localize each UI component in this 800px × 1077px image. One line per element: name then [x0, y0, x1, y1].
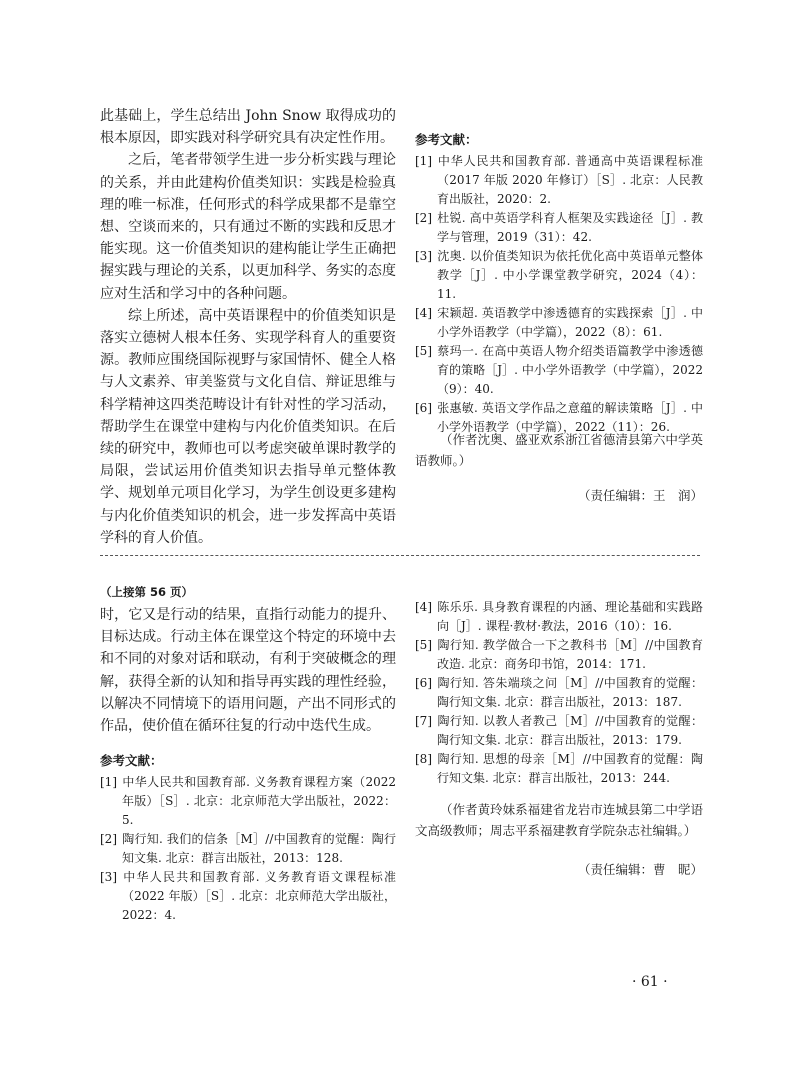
references-title: 参考文献： [100, 753, 163, 769]
reference-item [415, 304, 703, 342]
page-number: · 61 · [632, 974, 668, 990]
body-paragraph: 之后，笔者带领学生进一步分析实践与理论的关系，并由此建构价值类知识：实践是检验真理的唯一标准，任何形式的科学成果都不是靠空想、空谈而来的，只有通过不断的实践和反思才能实现。这一价值类知识的建构能让学生正确把握实践与理论的关系，以更加科学、务实的态度应对生活和学习中的各种问题。 [100, 152, 396, 302]
reference-text: 陶行知. 思想的母亲［M］//中国教育的觉醒：陶行知文集. 北京：群言出版社，2013：244. [437, 752, 703, 785]
reference-text: 杜锐. 高中英语学科育人框架及实践途径［J］. 教学与管理，2019（31）：42. [437, 211, 703, 244]
reference-text: 中华人民共和国教育部. 义务教育课程方案（2022 年版）［S］. 北京：北京师范大学出版社，2022：5. [122, 775, 396, 828]
upper-article-body [100, 105, 396, 549]
reference-number: [6] [415, 401, 432, 415]
reference-text: 张惠敏. 英语文学作品之意蕴的解读策略［J］. 中小学外语教学（中学篇），2022（11）：26. [437, 401, 703, 434]
reference-item [415, 152, 703, 209]
reference-text: 陶行知. 答朱端琰之问［M］//中国教育的觉醒：陶行知文集. 北京：群言出版社，2013：187. [437, 676, 703, 709]
reference-text: 陶行知. 教学做合一下之教科书［M］//中国教育改造. 北京：商务印书馆，2014：171. [437, 638, 703, 671]
reference-number: [3] [415, 249, 432, 263]
reference-number: [1] [100, 775, 117, 790]
reference-number: [7] [415, 714, 432, 728]
lower-editor-credit: （责任编辑：曹 昵） [577, 862, 703, 877]
reference-number: [5] [415, 344, 432, 358]
reference-number: [8] [415, 752, 432, 766]
body-paragraph: 综上所述，高中英语课程中的价值类知识是落实立德树人根本任务、实现学科育人的重要资源。教师应围绕国际视野与家国情怀、健全人格与人文素养、审美鉴赏与文化自信、辩证思维与科学精神这四类范畴设计有针对性的学习活动，帮助学生在课堂中建构与内化价值类知识。在后续的研究中，教师也可以考虑突破单课时教学的局限，尝试运用价值类知识去指导单元整体教学、规划单元项目化学习，为学生创设更多建构与内化价值类知识的机会，进一步发挥高中英语学科的育人价值。 [100, 307, 396, 546]
continued-from-label: （上接第 56 页） [100, 585, 194, 599]
reference-number: [3] [100, 870, 117, 885]
lower-article-right [415, 598, 703, 788]
reference-number: [1] [415, 154, 432, 168]
body-paragraph: 此基础上，学生总结出 John Snow 取得成功的根本原因，即实践对科学研究具有决定性作用。 [100, 108, 396, 147]
lower-author-note: （作者黄玲妹系福建省龙岩市连城县第二中学语文高级教师；周志平系福建教育学院杂志社编辑。） [415, 802, 703, 838]
reference-number: [6] [415, 676, 432, 690]
upper-editor-credit: （责任编辑：王 润） [577, 488, 703, 503]
reference-text: 沈奥. 以价值类知识为依托优化高中英语单元整体教学［J］. 中小学课堂教学研究，2024（4）：11. [437, 249, 703, 301]
reference-item [415, 674, 703, 712]
article-divider [100, 555, 700, 556]
reference-text: 陈乐乐. 具身教育课程的内涵、理论基础和实践路向［J］. 课程·教材·教法，2016（10）：16. [437, 600, 703, 633]
reference-item [100, 868, 396, 925]
reference-text: 中华人民共和国教育部. 义务教育语文课程标准（2022 年版）［S］. 北京：北京师范大学出版社，2022：4. [122, 870, 396, 923]
reference-item [100, 830, 396, 868]
reference-text: 陶行知. 以教人者教己［M］//中国教育的觉醒：陶行知文集. 北京：群言出版社，2013：179. [437, 714, 703, 747]
reference-number: [2] [415, 211, 432, 225]
reference-number: [4] [415, 600, 432, 614]
reference-item [415, 750, 703, 788]
reference-item [415, 247, 703, 304]
reference-item [415, 342, 703, 399]
reference-item [415, 712, 703, 750]
reference-text: 宋颖超. 英语教学中渗透德育的实践探索［J］. 中小学外语教学（中学篇），2022（8）：61. [437, 306, 703, 339]
reference-item [100, 773, 396, 830]
reference-number: [4] [415, 306, 432, 320]
upper-author-note: （作者沈奥、盛亚欢系浙江省德清县第六中学英语教师。） [415, 432, 703, 468]
lower-article-left [100, 584, 396, 925]
reference-item [415, 598, 703, 636]
reference-list [415, 598, 703, 788]
reference-item [415, 209, 703, 247]
body-paragraph: 时，它又是行动的结果，直指行动能力的提升、目标达成。行动主体在课堂这个特定的环境中去和不同的对象对话和联动，有利于突破概念的理解，获得全新的认知和指导再实践的理性经验，以解决不同情境下的语用问题，产出不同形式的作品，使价值在循环往复的行动中迭代生成。 [100, 607, 396, 735]
reference-text: 陶行知. 我们的信条［M］//中国教育的觉醒：陶行知文集. 北京：群言出版社，2013：128. [122, 832, 396, 866]
reference-list [100, 773, 396, 925]
reference-text: 中华人民共和国教育部. 普通高中英语课程标准（2017 年版 2020 年修订）［S］. 北京：人民教育出版社，2020：2. [437, 154, 703, 206]
reference-list [415, 152, 703, 437]
reference-number: [5] [415, 638, 432, 652]
lower-article-body [100, 604, 396, 737]
upper-references-section [415, 130, 703, 437]
reference-number: [2] [100, 832, 117, 847]
reference-text: 蔡玛一. 在高中英语人物介绍类语篇教学中渗透德育的策略［J］. 中小学外语教学（中学篇），2022（9）：40. [437, 344, 703, 396]
reference-item [415, 636, 703, 674]
references-title: 参考文献： [415, 132, 478, 147]
